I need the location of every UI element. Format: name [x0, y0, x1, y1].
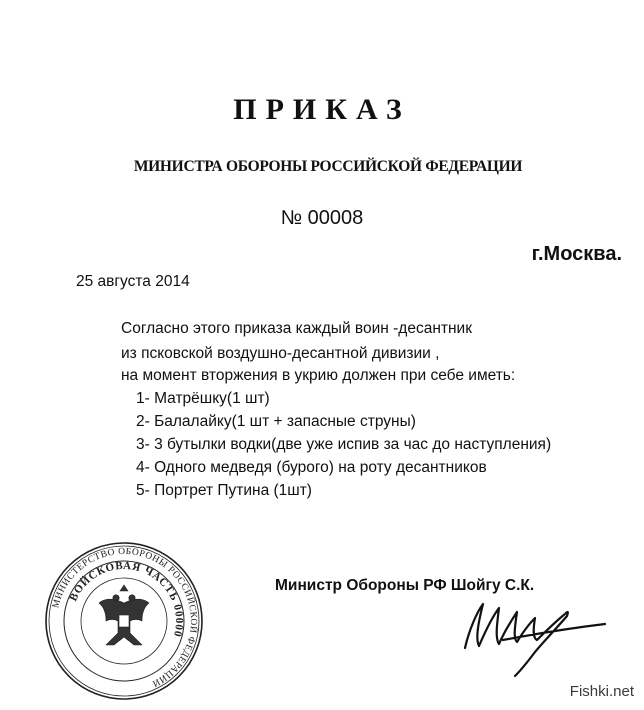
- body-line: на момент вторжения в укрию должен при себе иметь:: [121, 367, 516, 384]
- list-item: 4- Одного медведя (бурого) на роту десантников: [136, 459, 487, 476]
- handwritten-signature: [455, 590, 615, 680]
- signer-name: Министр Обороны РФ Шойгу С.К.: [275, 577, 535, 594]
- list-item: 2- Балалайку(1 шт + запасные струны): [136, 413, 416, 430]
- list-item: 3- 3 бутылки водки(две уже испив за час до наступления): [136, 436, 552, 453]
- city: г.Москва.: [531, 243, 622, 265]
- document-title: ПРИКАЗ: [233, 93, 411, 126]
- eagle-emblem-icon: [99, 585, 149, 645]
- body-line: Согласно этого приказа каждый воин -десантник: [121, 320, 472, 337]
- official-seal-stamp: [44, 541, 204, 701]
- order-date: 25 августа 2014: [76, 273, 190, 290]
- seal-inner-text: ВОЙСКОВАЯ ЧАСТЬ 00000: [67, 559, 186, 639]
- list-item: 1- Матрёшку(1 шт): [136, 390, 270, 407]
- seal-outer-text: МИНИСТЕРСТВО ОБОРОНЫ РОССИЙСКОЙ ФЕДЕРАЦИИ: [51, 546, 199, 689]
- watermark: Fishki.net: [569, 683, 634, 700]
- body-line: из псковской воздушно-десантной дивизии ,: [121, 345, 440, 362]
- list-item: 5- Портрет Путина (1шт): [136, 482, 312, 499]
- order-number: № 00008: [280, 207, 364, 229]
- document-subtitle: МИНИСТРА ОБОРОНЫ РОССИЙСКОЙ ФЕДЕРАЦИИ: [133, 158, 523, 175]
